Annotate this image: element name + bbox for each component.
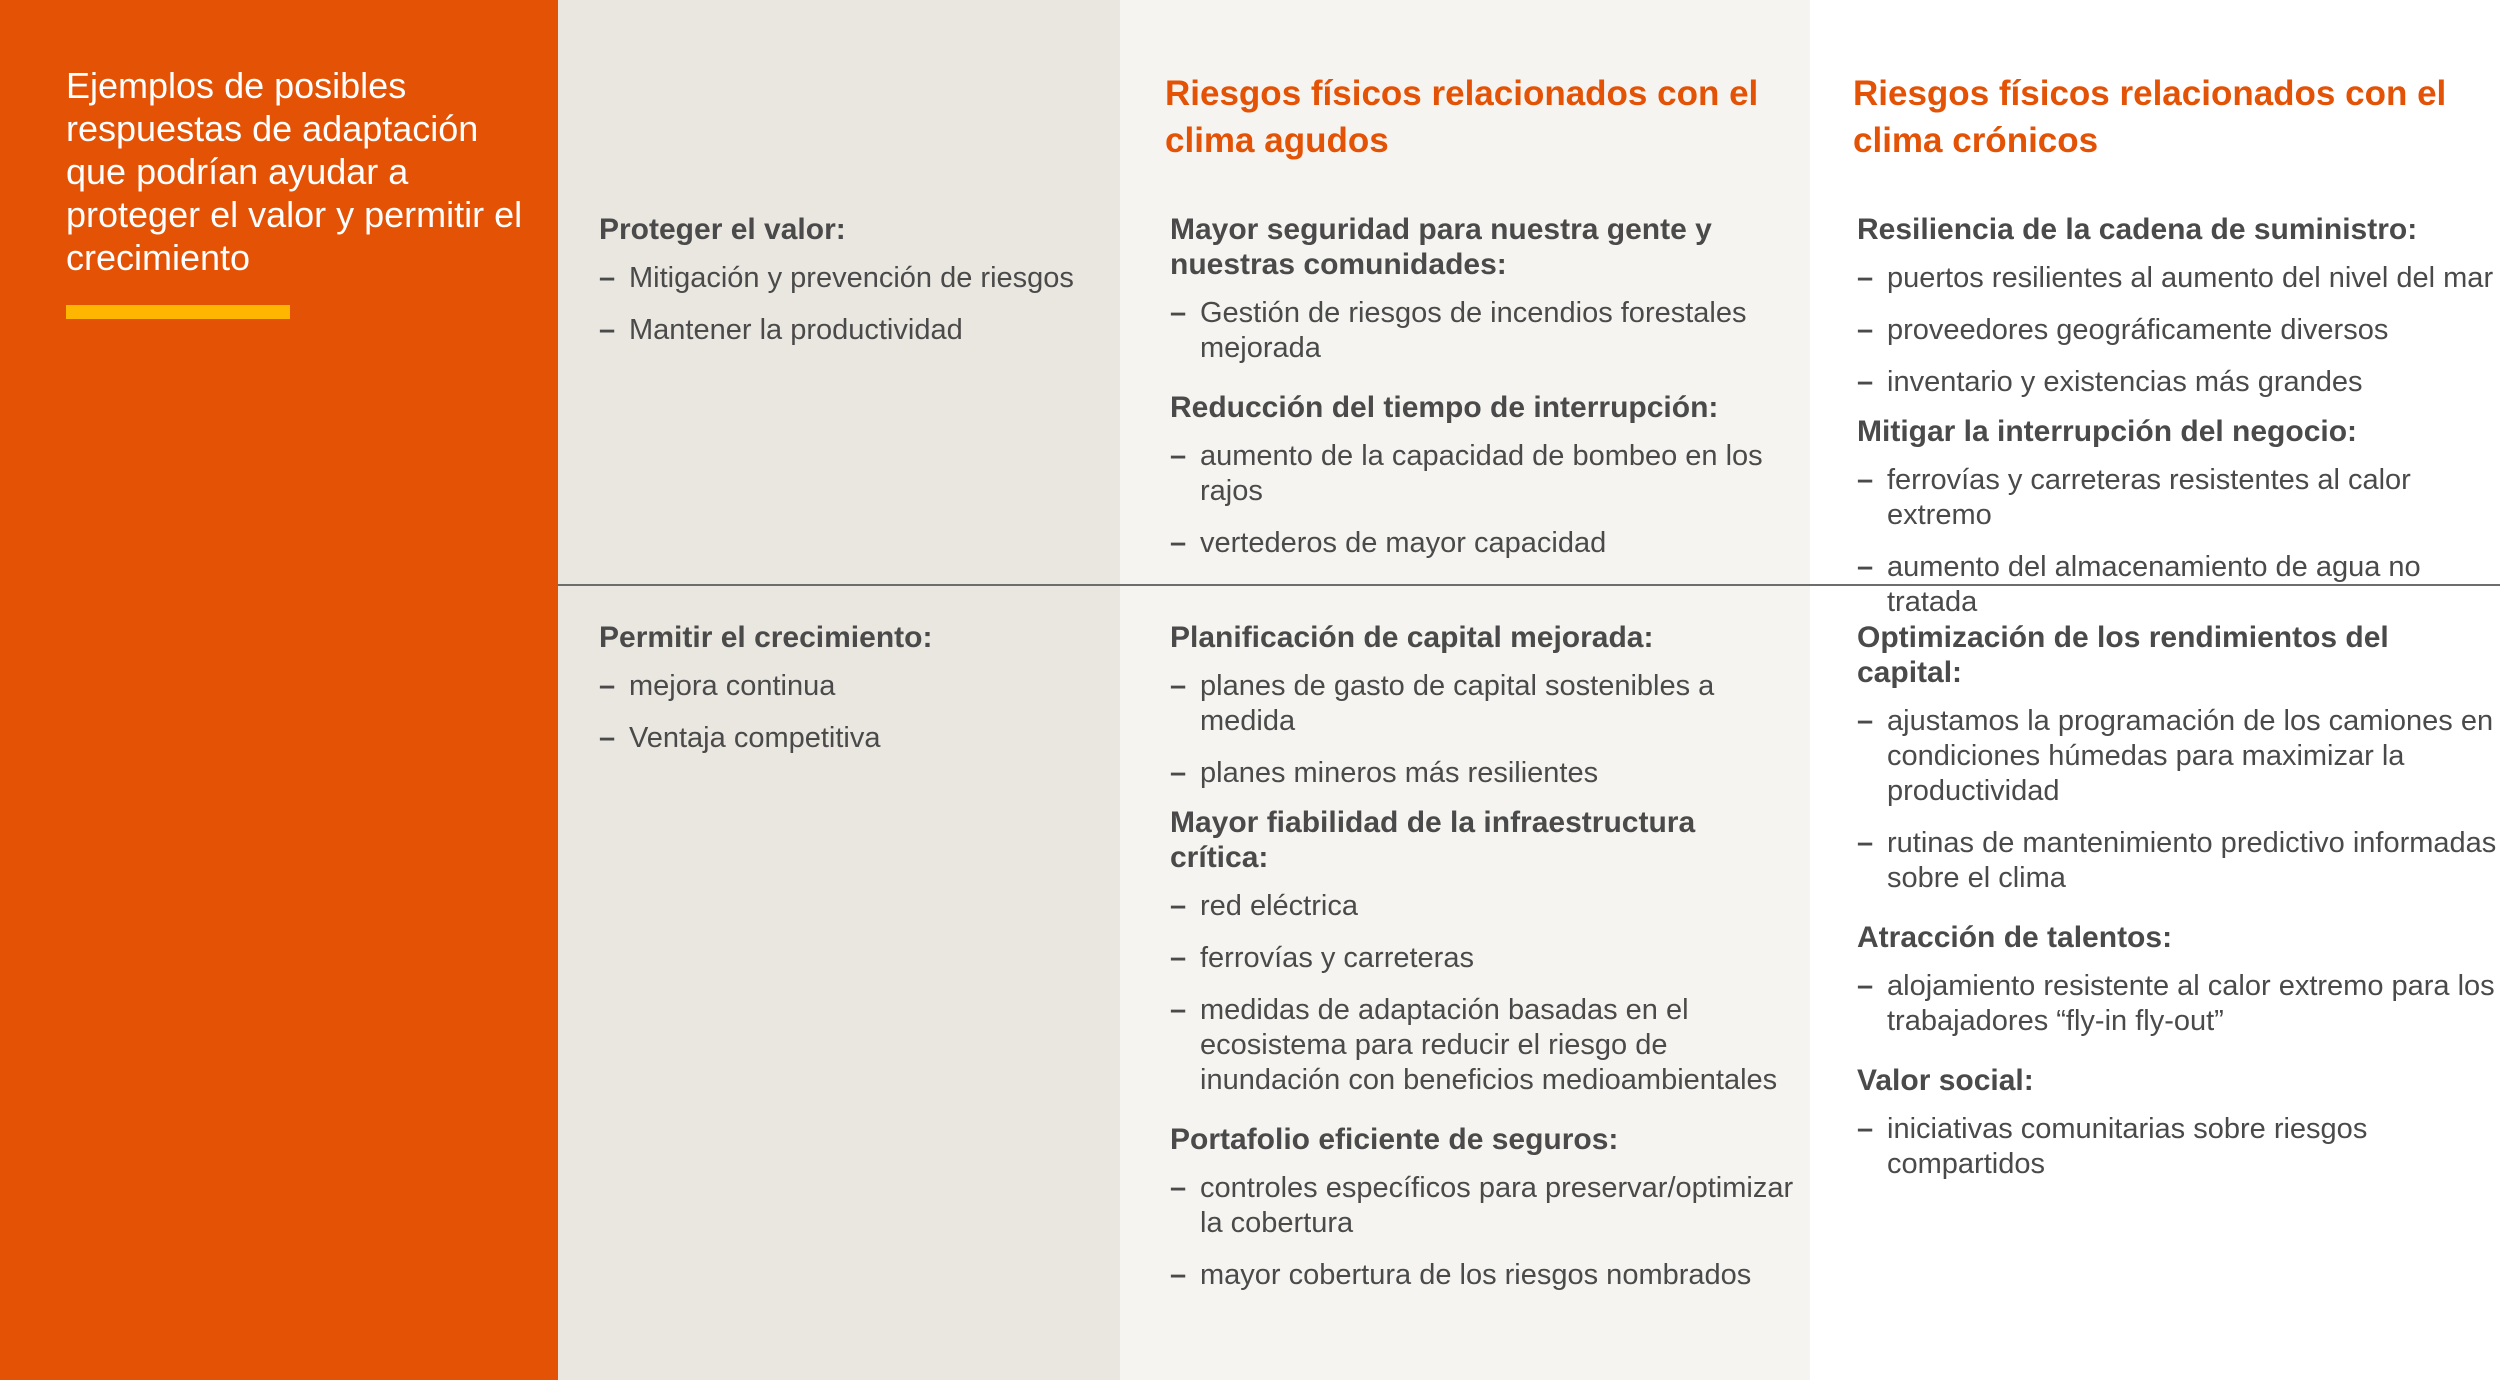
- list-item: – alojamiento resistente al calor extremo para los trabajadores “fly-in fly-out”: [1857, 970, 2495, 1037]
- growth-category-list: [599, 669, 1109, 756]
- list-item: – rutinas de mantenimiento predictivo informadas sobre el clima: [1857, 827, 2497, 894]
- list-item: – proveedores geográficamente diversos: [1857, 314, 2389, 346]
- protect-acute-cell: [1170, 212, 1800, 561]
- chronic-group-heading: Mitigar la interrupción del negocio:: [1857, 415, 2358, 448]
- chronic-group-list: [1857, 463, 2497, 620]
- acute-column-title: Riesgos físicos relacionados con el clima agudos: [1165, 74, 1759, 160]
- bullet-dash-icon: –: [1857, 970, 1874, 1002]
- bullet-dash-icon: –: [599, 314, 616, 346]
- list-item: – aumento del almacenamiento de agua no tratada: [1857, 551, 2421, 618]
- list-item: – red eléctrica: [1170, 890, 1358, 922]
- acute-group-heading: Portafolio eficiente de seguros:: [1170, 1123, 1619, 1156]
- chronic-group-list: [1857, 704, 2497, 896]
- intro-text: Ejemplos de posibles respuestas de adaptación que podrían ayudar a proteger el valor y permitir el crecimiento: [66, 65, 523, 278]
- chronic-group-list: [1857, 1112, 2497, 1182]
- intro-accent-bar: [66, 305, 290, 319]
- protect-category-list: [599, 261, 1109, 348]
- bullet-dash-icon: –: [1170, 942, 1187, 974]
- protect-category-cell: [599, 212, 1109, 348]
- protect-chronic-cell: [1857, 212, 2497, 620]
- acute-group-list: [1170, 1171, 1800, 1293]
- list-item: – inventario y existencias más grandes: [1857, 366, 2363, 398]
- bullet-dash-icon: –: [1170, 527, 1187, 559]
- bullet-dash-icon: –: [1857, 262, 1874, 294]
- bullet-dash-icon: –: [599, 670, 616, 702]
- bullet-dash-icon: –: [1857, 464, 1874, 496]
- bullet-dash-icon: –: [1170, 994, 1187, 1026]
- chronic-group-list: [1857, 261, 2497, 400]
- growth-chronic-cell: [1857, 620, 2497, 1182]
- list-item: – controles específicos para preservar/optimizar la cobertura: [1170, 1172, 1794, 1239]
- list-item: – planes de gasto de capital sostenibles a medida: [1170, 670, 1715, 737]
- chronic-group-heading: Atracción de talentos:: [1857, 921, 2173, 954]
- acute-group-heading: Reducción del tiempo de interrupción:: [1170, 391, 1719, 424]
- bullet-dash-icon: –: [1170, 1172, 1187, 1204]
- acute-group-list: [1170, 889, 1800, 1098]
- list-item: – medidas de adaptación basadas en el ecosistema para reducir el riesgo de inundación con beneficios medioambientales: [1170, 994, 1778, 1096]
- list-item: – Mitigación y prevención de riesgos: [599, 262, 1074, 294]
- chronic-group-heading: Resiliencia de la cadena de suministro:: [1857, 213, 2418, 246]
- acute-group-heading: Mayor seguridad para nuestra gente y nuestras comunidades:: [1170, 213, 1712, 281]
- list-item: – mejora continua: [599, 670, 836, 702]
- bullet-dash-icon: –: [1857, 366, 1874, 398]
- list-item: – puertos resilientes al aumento del nivel del mar: [1857, 262, 2494, 294]
- list-item: – Mantener la productividad: [599, 314, 963, 346]
- bullet-dash-icon: –: [1170, 890, 1187, 922]
- bullet-dash-icon: –: [1170, 670, 1187, 702]
- list-item: – ferrovías y carreteras resistentes al calor extremo: [1857, 464, 2411, 531]
- bullet-dash-icon: –: [1170, 440, 1187, 472]
- list-item: – Ventaja competitiva: [599, 722, 881, 754]
- acute-group-list: [1170, 439, 1800, 561]
- protect-category-heading: Proteger el valor:: [599, 213, 846, 246]
- bullet-dash-icon: –: [1857, 827, 1874, 859]
- chronic-group-heading: Optimización de los rendimientos del capital:: [1857, 621, 2389, 689]
- list-item: – ajustamos la programación de los camiones en condiciones húmedas para maximizar la productividad: [1857, 705, 2494, 807]
- acute-group-list: [1170, 669, 1800, 791]
- acute-group-heading: Planificación de capital mejorada:: [1170, 621, 1654, 654]
- bullet-dash-icon: –: [1170, 297, 1187, 329]
- list-item: – iniciativas comunitarias sobre riesgos compartidos: [1857, 1113, 2368, 1180]
- acute-group-list: [1170, 296, 1800, 366]
- bullet-dash-icon: –: [599, 262, 616, 294]
- growth-acute-cell: [1170, 620, 1800, 1293]
- list-item: – Gestión de riesgos de incendios forestales mejorada: [1170, 297, 1747, 364]
- bullet-dash-icon: –: [1857, 1113, 1874, 1145]
- chronic-group-heading: Valor social:: [1857, 1064, 2034, 1097]
- list-item: – planes mineros más resilientes: [1170, 757, 1599, 789]
- list-item: – mayor cobertura de los riesgos nombrados: [1170, 1259, 1752, 1291]
- bullet-dash-icon: –: [1857, 314, 1874, 346]
- list-item: – ferrovías y carreteras: [1170, 942, 1474, 974]
- bullet-dash-icon: –: [1170, 1259, 1187, 1291]
- bullet-dash-icon: –: [1857, 705, 1874, 737]
- bullet-dash-icon: –: [1170, 757, 1187, 789]
- chronic-group-list: [1857, 969, 2497, 1039]
- growth-category-heading: Permitir el crecimiento:: [599, 621, 933, 654]
- bullet-dash-icon: –: [1857, 551, 1874, 583]
- chronic-column-title: Riesgos físicos relacionados con el clima crónicos: [1853, 74, 2447, 160]
- growth-category-cell: [599, 620, 1109, 756]
- list-item: – vertederos de mayor capacidad: [1170, 527, 1607, 559]
- list-item: – aumento de la capacidad de bombeo en los rajos: [1170, 440, 1763, 507]
- bullet-dash-icon: –: [599, 722, 616, 754]
- acute-group-heading: Mayor fiabilidad de la infraestructura crítica:: [1170, 806, 1696, 874]
